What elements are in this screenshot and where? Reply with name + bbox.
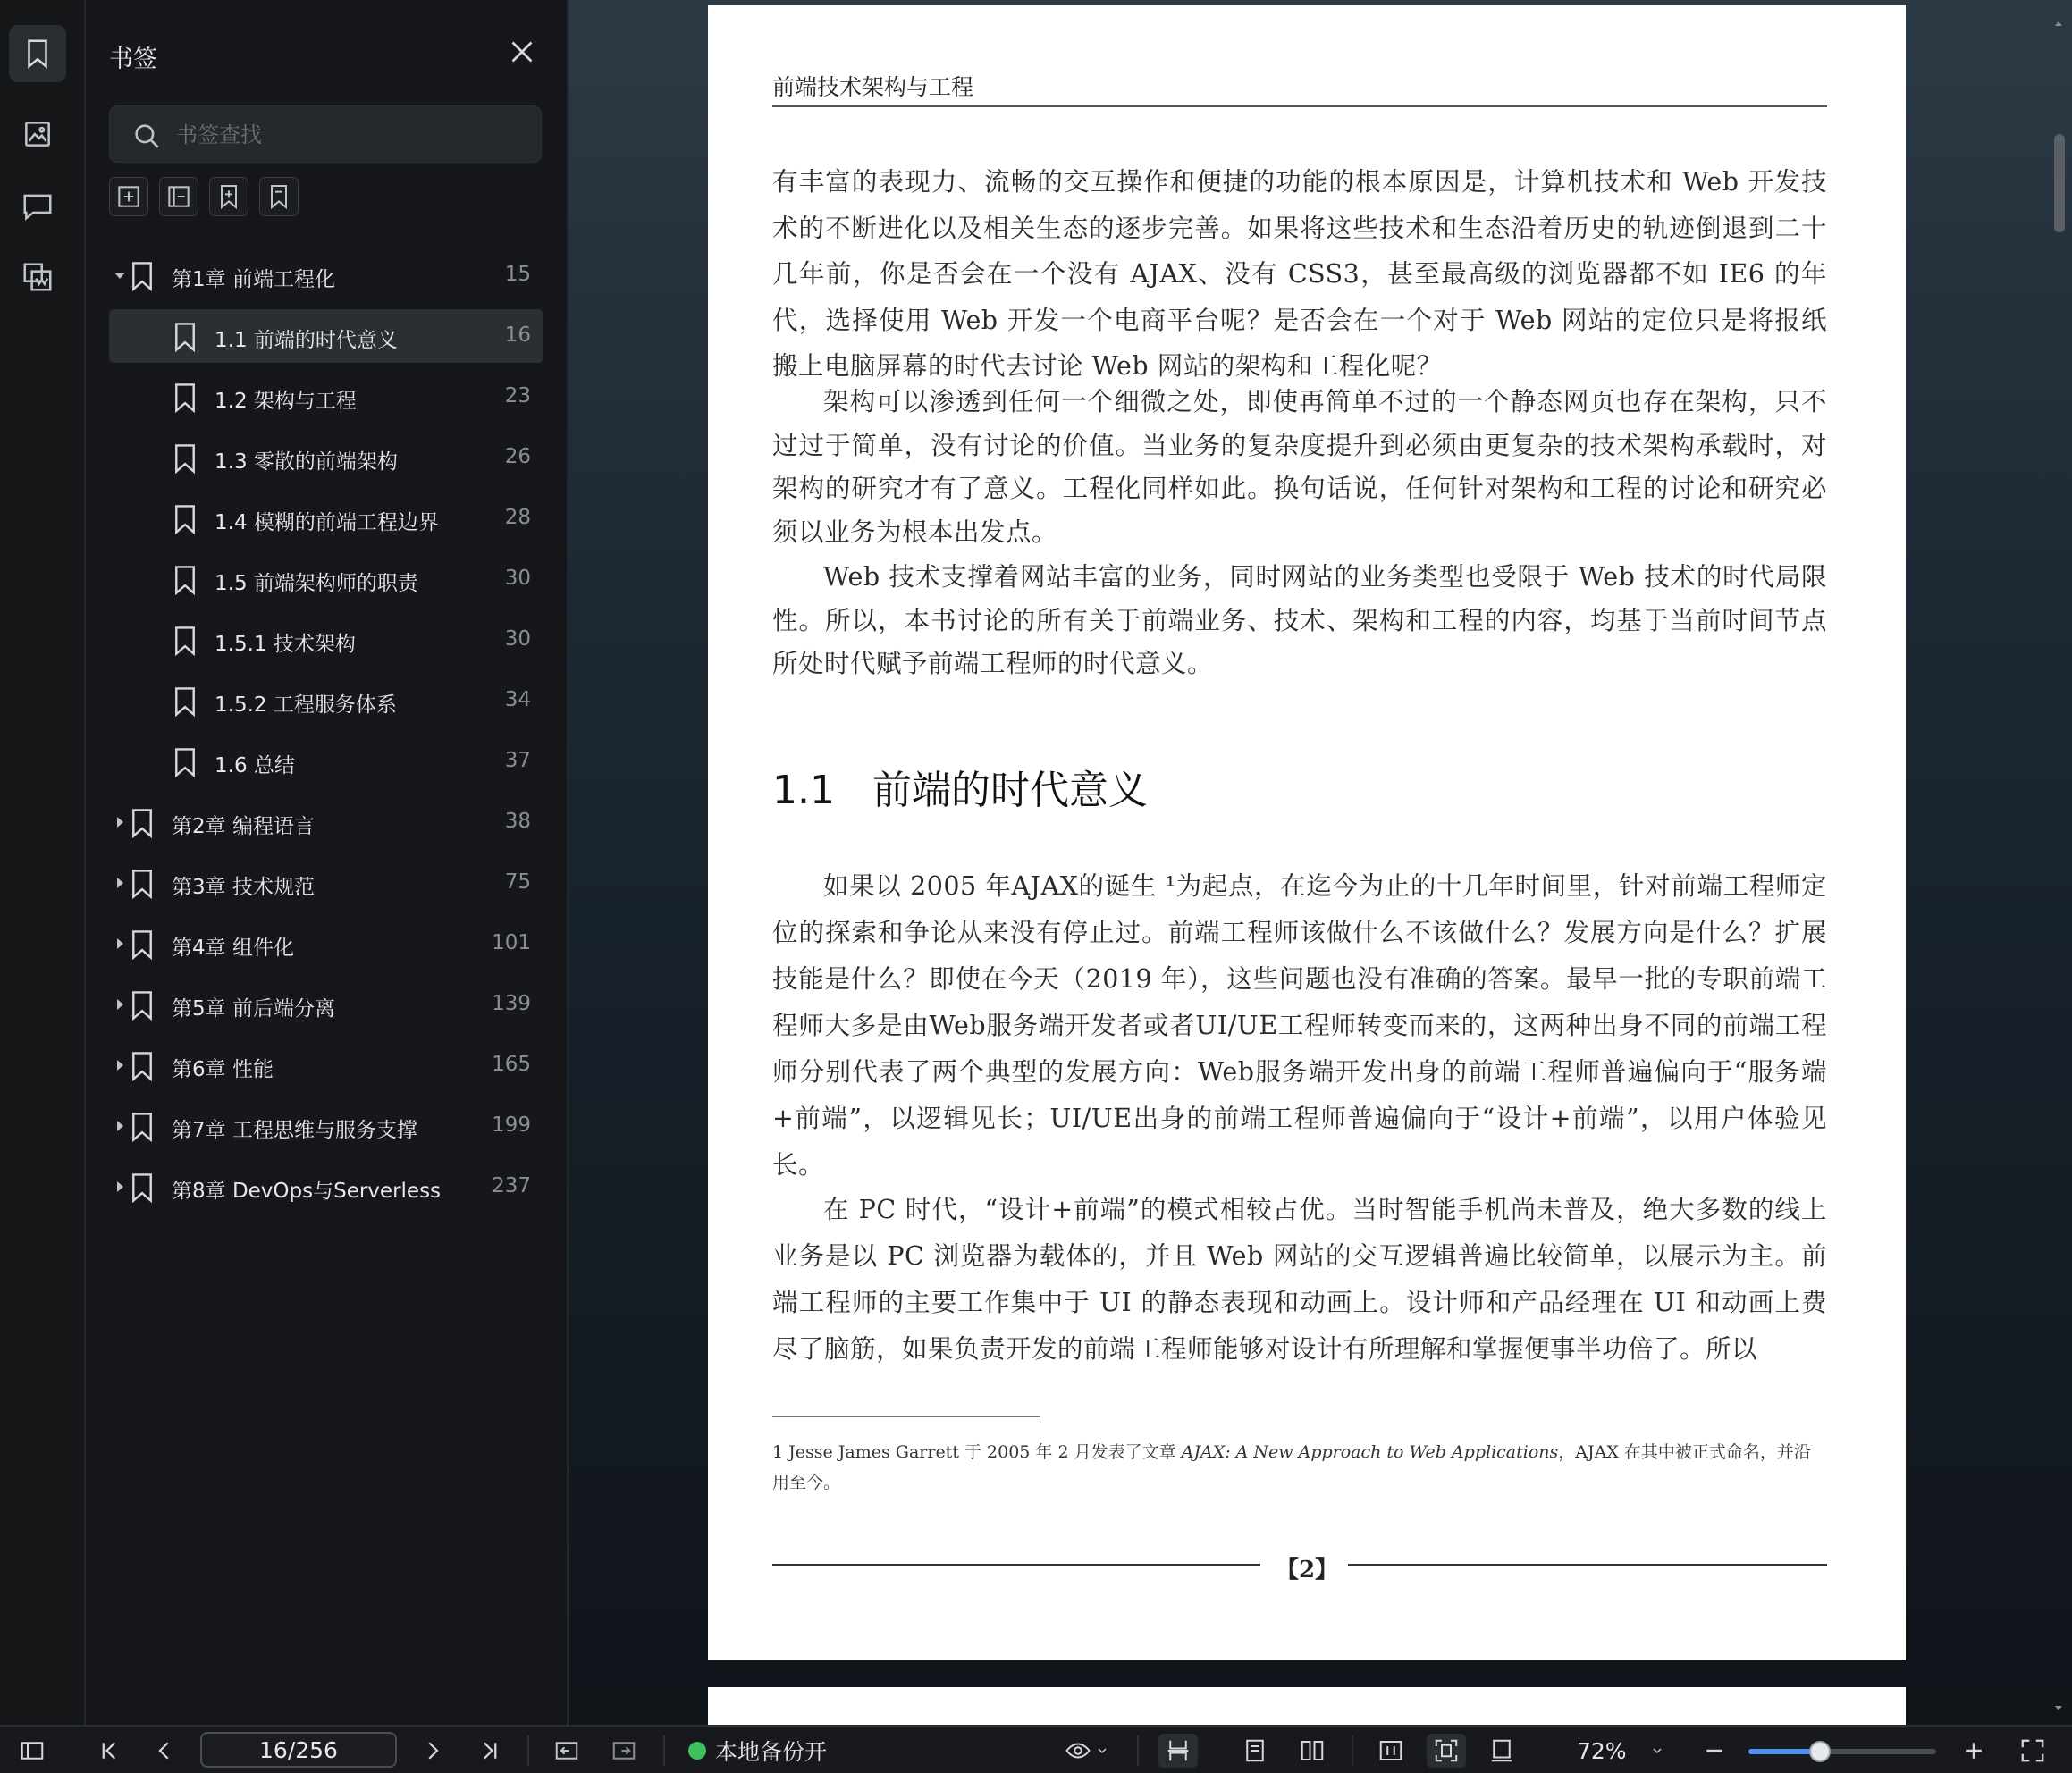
bookmark-label: 第2章 编程语言 — [172, 815, 315, 838]
bookmark-page-number: 139 — [492, 992, 531, 1015]
bookmark-item[interactable] — [109, 431, 543, 484]
bookmark-item[interactable] — [109, 917, 543, 971]
bookmark-item[interactable] — [109, 735, 543, 788]
bookmark-label: 第5章 前后端分离 — [172, 997, 335, 1021]
bookmark-label: 1.6 总结 — [215, 754, 295, 777]
rail-thumbnail-button[interactable] — [9, 248, 66, 306]
bookmark-icon — [172, 382, 198, 413]
bookmark-icon — [172, 504, 198, 534]
footnote-prefix: 1 Jesse James Garrett 于 2005 年 2 月发表了文章 — [772, 1442, 1182, 1462]
rail-comment-button[interactable] — [9, 177, 66, 234]
section-number: 1.1 — [772, 768, 835, 813]
section-heading — [772, 758, 1148, 815]
bookmark-item[interactable] — [109, 1160, 543, 1214]
header-rule — [772, 105, 1827, 107]
next-pdf-page — [708, 1687, 1906, 1725]
expand-arrow-right-icon[interactable] — [113, 815, 127, 829]
bookmark-page-number: 34 — [504, 688, 531, 711]
actual-size-button[interactable] — [1484, 1734, 1520, 1768]
two-page-button[interactable] — [1294, 1734, 1330, 1768]
expand-arrow-right-icon[interactable] — [113, 1180, 127, 1194]
bookmark-label: 1.5.1 技术架构 — [215, 633, 356, 656]
bookmark-item[interactable] — [109, 370, 543, 424]
close-icon[interactable] — [506, 36, 538, 68]
single-page-icon — [1242, 1737, 1268, 1764]
bookmark-item[interactable] — [109, 1038, 543, 1092]
zoom-level: 72% — [1577, 1737, 1627, 1764]
bookmark-icon — [129, 869, 156, 899]
next-page-button[interactable] — [415, 1734, 451, 1768]
fit-page-icon — [1433, 1737, 1460, 1764]
minus-icon — [1701, 1737, 1728, 1764]
single-page-button[interactable] — [1237, 1734, 1273, 1768]
icon-rail — [0, 0, 86, 1725]
plus-icon — [1960, 1737, 1987, 1764]
bookmark-item[interactable] — [109, 1099, 543, 1153]
bookmark-label: 1.2 架构与工程 — [215, 390, 357, 413]
bottom-toolbar — [0, 1725, 2072, 1773]
bookmark-search-box — [109, 105, 542, 163]
chevron-down-icon — [1095, 1744, 1109, 1758]
add-child-bookmark-icon — [164, 182, 193, 211]
bookmark-page-number: 38 — [504, 810, 531, 833]
bookmark-icon — [129, 990, 156, 1021]
add-bookmark-button[interactable] — [109, 177, 148, 216]
two-page-icon — [1299, 1737, 1326, 1764]
previous-page-button[interactable] — [147, 1734, 182, 1768]
continuous-scroll-button[interactable] — [1158, 1734, 1198, 1768]
bookmark-item[interactable] — [109, 552, 543, 606]
bookmark-item[interactable] — [109, 978, 543, 1031]
vertical-scrollbar-thumb[interactable] — [2054, 134, 2065, 232]
rail-image-button[interactable] — [9, 105, 66, 163]
expand-arrow-right-icon[interactable] — [113, 1119, 127, 1133]
section-title: 前端的时代意义 — [872, 768, 1148, 813]
add-child-bookmark-button[interactable] — [159, 177, 198, 216]
running-head: 前端技术架构与工程 — [772, 74, 974, 100]
bookmark-page-number: 237 — [492, 1174, 531, 1197]
page-number: 【2】 — [1275, 1557, 1339, 1584]
bookmark-label: 第4章 组件化 — [172, 937, 294, 960]
bookmark-outline-button[interactable] — [259, 177, 299, 216]
bookmark-item[interactable] — [109, 856, 543, 910]
local-backup-toggle[interactable] — [688, 1734, 827, 1768]
zoom-in-button[interactable] — [1958, 1734, 1990, 1768]
rail-bookmark-button[interactable] — [9, 25, 66, 82]
fit-page-button[interactable] — [1427, 1734, 1466, 1768]
comment-icon — [21, 189, 55, 223]
chevron-right-icon — [419, 1737, 446, 1764]
image-icon — [21, 117, 55, 151]
last-page-icon — [476, 1737, 503, 1764]
bookmark-icon — [129, 1112, 156, 1142]
paragraph-3: Web 技术支撑着网站丰富的业务，同时网站的业务类型也受限于 Web 技术的时代局限性。所以，本书讨论的所有关于前端业务、技术、架构和工程的内容，均基于当前时间节点所处时代赋予前端工程师的时代意义。 — [772, 562, 1827, 678]
bookmark-label: 1.3 零散的前端架构 — [215, 450, 398, 474]
bookmark-page-number: 30 — [504, 567, 531, 590]
bookmark-item[interactable] — [109, 248, 543, 302]
expand-arrow-right-icon[interactable] — [113, 997, 127, 1012]
backup-status-label: 本地备份开 — [715, 1739, 828, 1765]
bookmark-label: 第3章 技术规范 — [172, 876, 315, 899]
bookmark-item[interactable] — [109, 674, 543, 727]
fit-width-icon — [1377, 1737, 1404, 1764]
forward-button[interactable] — [606, 1734, 642, 1768]
bookmark-page-number: 30 — [504, 627, 531, 651]
section-paragraph-1: 如果以 2005 年AJAX的诞生 ¹为起点，在迄今为止的十几年时间里，针对前端工程师定位的探索和争论从来没有停止过。前端工程师该做什么不该做什么？发展方向是什么？扩展技能是什么？即使在今天（2019 年），这些问题也没有准确的答案。最早一批的专职前端工程师大多是由Web服务端开发者或者UI/UE工程师转变而来的，这两种出身不同的前端工程师分别代表了两个典型的发展方向：Web服务端开发出身的前端工程师普遍偏向于“服务端+前端”，以逻辑见长；UI/UE出身的前端工程师普遍偏向于“设计+前端”，以用户体验见长。 — [772, 871, 1827, 1180]
bookmark-label: 1.4 模糊的前端工程边界 — [215, 511, 439, 534]
bookmark-label: 第6章 性能 — [172, 1058, 274, 1081]
last-page-button[interactable] — [472, 1734, 508, 1768]
actual-size-icon — [1488, 1737, 1515, 1764]
toggle-sidebar-button[interactable] — [14, 1734, 50, 1768]
bookmark-label: 第1章 前端工程化 — [172, 268, 335, 291]
search-icon — [131, 121, 162, 151]
bookmark-page-number: 37 — [504, 749, 531, 772]
bookmark-panel — [86, 0, 569, 1725]
document-viewer[interactable] — [569, 0, 2072, 1725]
first-page-button[interactable] — [91, 1734, 127, 1768]
paragraph-1: 有丰富的表现力、流畅的交互操作和便捷的功能的根本原因是，计算机技术和 Web 开发技术的不断进化以及相关生态的逐步完善。如果将这些技术和生态沿着历史的轨迹倒退到二十几年前，你是否会在一个没有 AJAX、没有 CSS3，甚至最高级的浏览器都不如 IE6 的年代，选择使用 Web 开发一个电商平台呢？是否会在一个对于 Web 网站的定位只是将报纸搬上电脑屏幕的时代去讨论 Web 网站的架构和工程化呢？ — [772, 167, 1827, 381]
toolbar-divider — [527, 1735, 529, 1766]
zoom-level-dropdown[interactable] — [1577, 1734, 1664, 1768]
scroll-up-icon[interactable] — [2054, 20, 2063, 29]
expand-arrow-right-icon[interactable] — [113, 1058, 127, 1072]
bookmark-page-number: 75 — [504, 870, 531, 894]
footnote-article-title: AJAX: A New Approach to Web Applications — [1181, 1442, 1559, 1462]
footnote-rule — [772, 1416, 1040, 1417]
bookmark-page-number: 15 — [504, 263, 531, 286]
bookmark-item[interactable] — [109, 795, 543, 849]
bookmark-icon — [172, 565, 198, 595]
bookmark-icon — [172, 626, 198, 656]
expand-arrow-right-icon[interactable] — [113, 937, 127, 951]
chevron-left-icon — [151, 1737, 178, 1764]
bookmark-search-input[interactable] — [176, 115, 525, 155]
scroll-down-icon[interactable] — [2054, 1703, 2063, 1712]
continuous-scroll-icon — [1165, 1737, 1192, 1764]
section-paragraph-2: 在 PC 时代，“设计+前端”的模式相较占优。当时智能手机尚未普及，绝大多数的线上业务是以 PC 浏览器为载体的，并且 Web 网站的交互逻辑普遍比较简单，以展示为主。前端工程师的主要工作集中于 UI 的静态表现和动画上。设计师和产品经理在 UI 和动画上费尽了脑筋，如果负责开发的前端工程师能够对设计有所理解和掌握便事半功倍了。所以 — [772, 1195, 1827, 1364]
bookmark-icon — [129, 261, 156, 291]
bookmark-page-number: 16 — [504, 324, 531, 347]
back-icon — [553, 1737, 580, 1764]
toolbar-divider — [1137, 1735, 1139, 1766]
bookmark-label: 1.5 前端架构师的职责 — [215, 572, 418, 595]
fit-width-button[interactable] — [1373, 1734, 1409, 1768]
zoom-slider-handle[interactable] — [1809, 1741, 1831, 1762]
bookmark-icon — [129, 929, 156, 960]
toolbar-divider — [663, 1735, 665, 1766]
bookmark-add-page-button[interactable] — [209, 177, 248, 216]
back-button[interactable] — [549, 1734, 585, 1768]
bookmark-item[interactable] — [109, 613, 543, 667]
page-number-input[interactable] — [200, 1732, 397, 1768]
toolbar-divider — [1352, 1735, 1353, 1766]
bookmark-page-number: 28 — [504, 506, 531, 529]
bookmark-icon — [129, 1172, 156, 1203]
bookmark-label: 1.1 前端的时代意义 — [215, 329, 398, 352]
bookmark-icon — [172, 747, 198, 777]
bookmark-icon — [129, 1051, 156, 1081]
bookmark-outline-icon — [265, 182, 293, 211]
pdf-page — [708, 5, 1906, 1660]
bookmark-page-number: 23 — [504, 384, 531, 408]
eye-icon — [1065, 1737, 1091, 1764]
bookmark-item[interactable] — [109, 492, 543, 545]
fullscreen-button[interactable] — [2015, 1734, 2051, 1768]
bookmark-page-number: 165 — [492, 1053, 531, 1076]
expand-arrow-down-icon[interactable] — [113, 268, 127, 282]
bookmark-icon — [21, 37, 55, 71]
backup-status-dot — [688, 1742, 706, 1760]
bookmark-label: 1.5.2 工程服务体系 — [215, 693, 397, 717]
bookmark-item[interactable] — [109, 309, 543, 363]
bookmark-page-number: 199 — [492, 1113, 531, 1137]
bookmark-page-number: 101 — [492, 931, 531, 954]
zoom-slider[interactable] — [1748, 1749, 1936, 1754]
bookmark-label: 第8章 DevOps与Serverless — [172, 1180, 442, 1203]
bookmark-plus-icon — [215, 182, 243, 211]
bookmark-label: 第7章 工程思维与服务支撑 — [172, 1119, 417, 1142]
forward-icon — [611, 1737, 637, 1764]
expand-arrow-right-icon[interactable] — [113, 876, 127, 890]
bookmark-page-number: 26 — [504, 445, 531, 468]
add-bookmark-icon — [114, 182, 143, 211]
first-page-icon — [96, 1737, 122, 1764]
chevron-down-icon — [1650, 1744, 1664, 1758]
footnote-suffix: ，AJAX 在其中被正式命名，并沿用至今。 — [772, 1442, 1811, 1492]
fullscreen-icon — [2019, 1737, 2046, 1764]
view-mode-dropdown[interactable] — [1060, 1734, 1114, 1768]
zoom-out-button[interactable] — [1698, 1734, 1731, 1768]
bookmark-icon — [172, 686, 198, 717]
bookmark-icon — [172, 443, 198, 474]
bookmark-icon — [129, 808, 156, 838]
paragraph-2: 架构可以渗透到任何一个细微之处，即使再简单不过的一个静态网页也存在架构，只不过过于简单，没有讨论的价值。当业务的复杂度提升到必须由更复杂的技术架构承载时，对架构的研究才有了意义。工程化同样如此。换句话说，任何针对架构和工程的讨论和研究必须以业务为根本出发点。 — [772, 387, 1827, 547]
sidebar-toggle-icon — [19, 1737, 46, 1764]
bookmark-icon — [172, 322, 198, 352]
panel-title: 书签 — [109, 46, 157, 73]
footnote — [772, 1437, 1827, 1498]
thumbnail-icon — [21, 260, 55, 294]
